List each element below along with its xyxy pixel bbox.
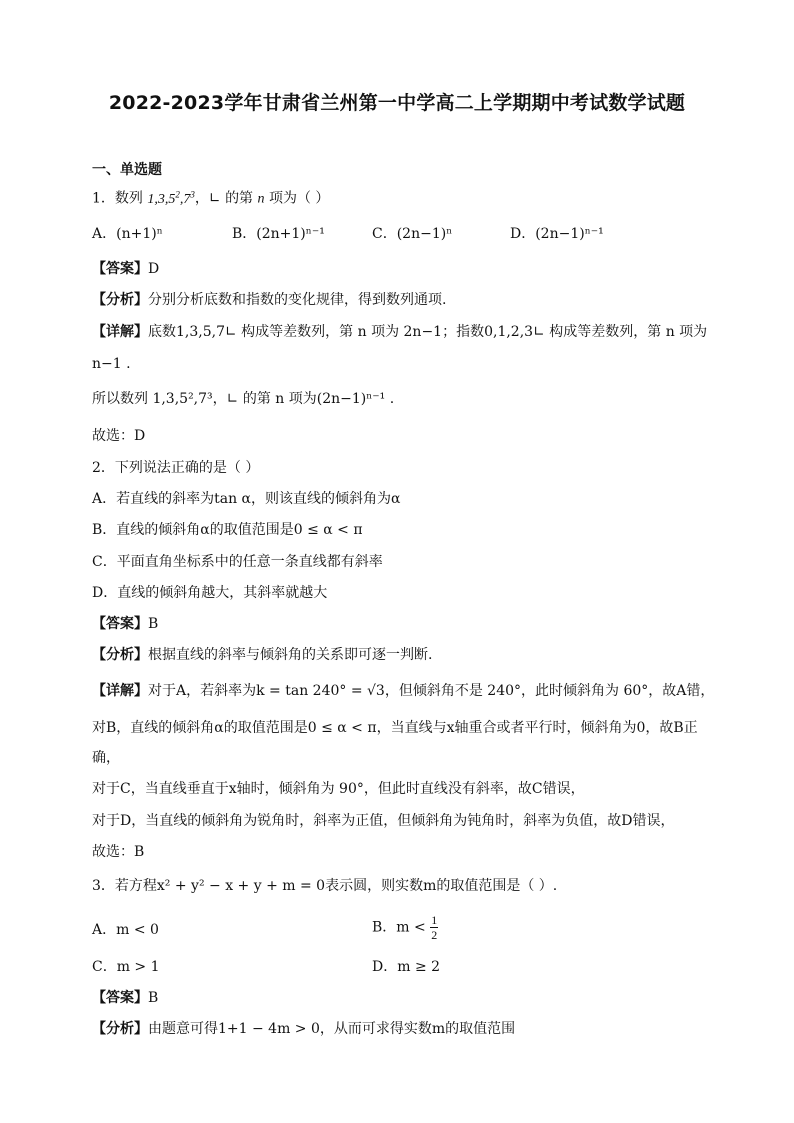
q1-answer-value: D <box>148 261 160 277</box>
q3-option-b-prefix: B．m < <box>372 919 426 936</box>
q3-option-b-fraction <box>430 914 438 941</box>
q2-answer-value: B <box>148 616 159 632</box>
q3-answer-value: B <box>148 990 159 1006</box>
q1-stem: 1．数列 $1,3,5^2,7^3$，∟ 的第 n 项为（ ） <box>92 189 330 207</box>
q2-option-c: C．平面直角坐标系中的任意一条直线都有斜率 <box>92 554 383 570</box>
q2-option-d: D．直线的倾斜角越大，其斜率就越大 <box>92 585 328 601</box>
q1-stem-n: n <box>257 191 265 207</box>
q1-option-a: A．(n+1)ⁿ <box>92 226 163 242</box>
q3-stem: 3．若方程x² + y² − x + y + m = 0表示圆，则实数m的取值范围是（ ）. <box>92 878 558 894</box>
q1-option-b: B．(2n+1)ⁿ⁻¹ <box>232 226 325 242</box>
q3-analysis-text: 由题意可得1+1 − 4m > 0，从而可求得实数m的取值范围 <box>148 1021 516 1037</box>
q1-analysis-tag: 【分析】 <box>92 292 148 308</box>
q3-option-b <box>372 914 438 941</box>
q1-detail-line1 <box>92 325 707 339</box>
q1-detail-line3: 所以数列 1,3,5²,7³，∟ 的第 n 项为(2n−1)ⁿ⁻¹ . <box>92 391 395 407</box>
q3-fraction-denominator: 2 <box>431 928 438 942</box>
q2-option-b: B．直线的倾斜角α的取值范围是0 ≤ α < π <box>92 522 363 538</box>
q1-analysis-text: 分别分析底数和指数的变化规律，得到数列通项. <box>148 292 447 308</box>
q3-fraction-numerator: 1 <box>431 913 438 927</box>
q2-detail-line3: 确， <box>92 750 120 766</box>
q3-option-a: A．m < 0 <box>92 922 159 938</box>
q1-option-d: D．(2n−1)ⁿ⁻¹ <box>510 226 604 242</box>
q2-detail-line5: 对于D，当直线的倾斜角为锐角时，斜率为正值，但倾斜角为钝角时，斜率为负值，故D错误， <box>92 813 675 829</box>
q3-option-c: C．m > 1 <box>92 959 160 975</box>
q2-analysis-text: 根据直线的斜率与倾斜角的关系即可逐一判断. <box>148 647 433 663</box>
q2-choose: 故选：B <box>92 844 145 860</box>
document-title: 2022-2023学年甘肃省兰州第一中学高二上学期期中考试数学试题 <box>108 92 686 114</box>
q1-option-c: C．(2n−1)ⁿ <box>372 226 453 242</box>
q3-answer <box>92 991 158 1005</box>
q1-choose: 故选：D <box>92 428 146 444</box>
q3-analysis-tag: 【分析】 <box>92 1021 148 1037</box>
q1-answer-tag: 【答案】 <box>92 261 148 277</box>
q2-detail-line4: 对于C，当直线垂直于x轴时，倾斜角为 90°，但此时直线没有斜率，故C错误， <box>92 781 585 797</box>
q2-detail-tag: 【详解】 <box>92 683 148 699</box>
q1-answer <box>92 262 159 276</box>
q1-stem-mid: 的第 <box>225 190 254 207</box>
section-heading: 一、单选题 <box>92 162 162 178</box>
q3-answer-tag: 【答案】 <box>92 990 148 1006</box>
q3-option-d: D．m ≥ 2 <box>372 959 441 975</box>
q1-detail-tag: 【详解】 <box>92 324 148 340</box>
q1-stem-suffix: 项为（ ） <box>268 190 330 207</box>
q1-stem-prefix: 1．数列 <box>92 190 143 207</box>
q1-detail-line2: n−1 . <box>92 356 131 372</box>
q3-analysis <box>92 1022 515 1036</box>
q2-analysis-tag: 【分析】 <box>92 647 148 663</box>
q2-detail-line1 <box>92 684 714 698</box>
q2-answer <box>92 617 158 631</box>
q1-analysis <box>92 293 446 307</box>
q2-option-a: A．若直线的斜率为tan α，则该直线的倾斜角为α <box>92 491 401 507</box>
q2-answer-tag: 【答案】 <box>92 616 148 632</box>
q1-stem-sequence: $1,3,5^2,7^3$ <box>147 189 195 207</box>
q2-detail-line2: 对B，直线的倾斜角α的取值范围是0 ≤ α < π，当直线与x轴重合或者平行时，倾斜角为0，故B正 <box>92 720 698 736</box>
q1-detail-text1: 底数1,3,5,7∟ 构成等差数列，第 n 项为 2n−1；指数0,1,2,3∟ 构成等差数列，第 n 项为 <box>148 324 708 340</box>
q2-analysis <box>92 648 432 662</box>
q2-stem: 2．下列说法正确的是（ ） <box>92 460 260 476</box>
q2-detail-text1: 对于A，若斜率为k = tan 240° = √3，但倾斜角不是 240°，此时倾斜角为 60°，故A错， <box>148 683 715 699</box>
